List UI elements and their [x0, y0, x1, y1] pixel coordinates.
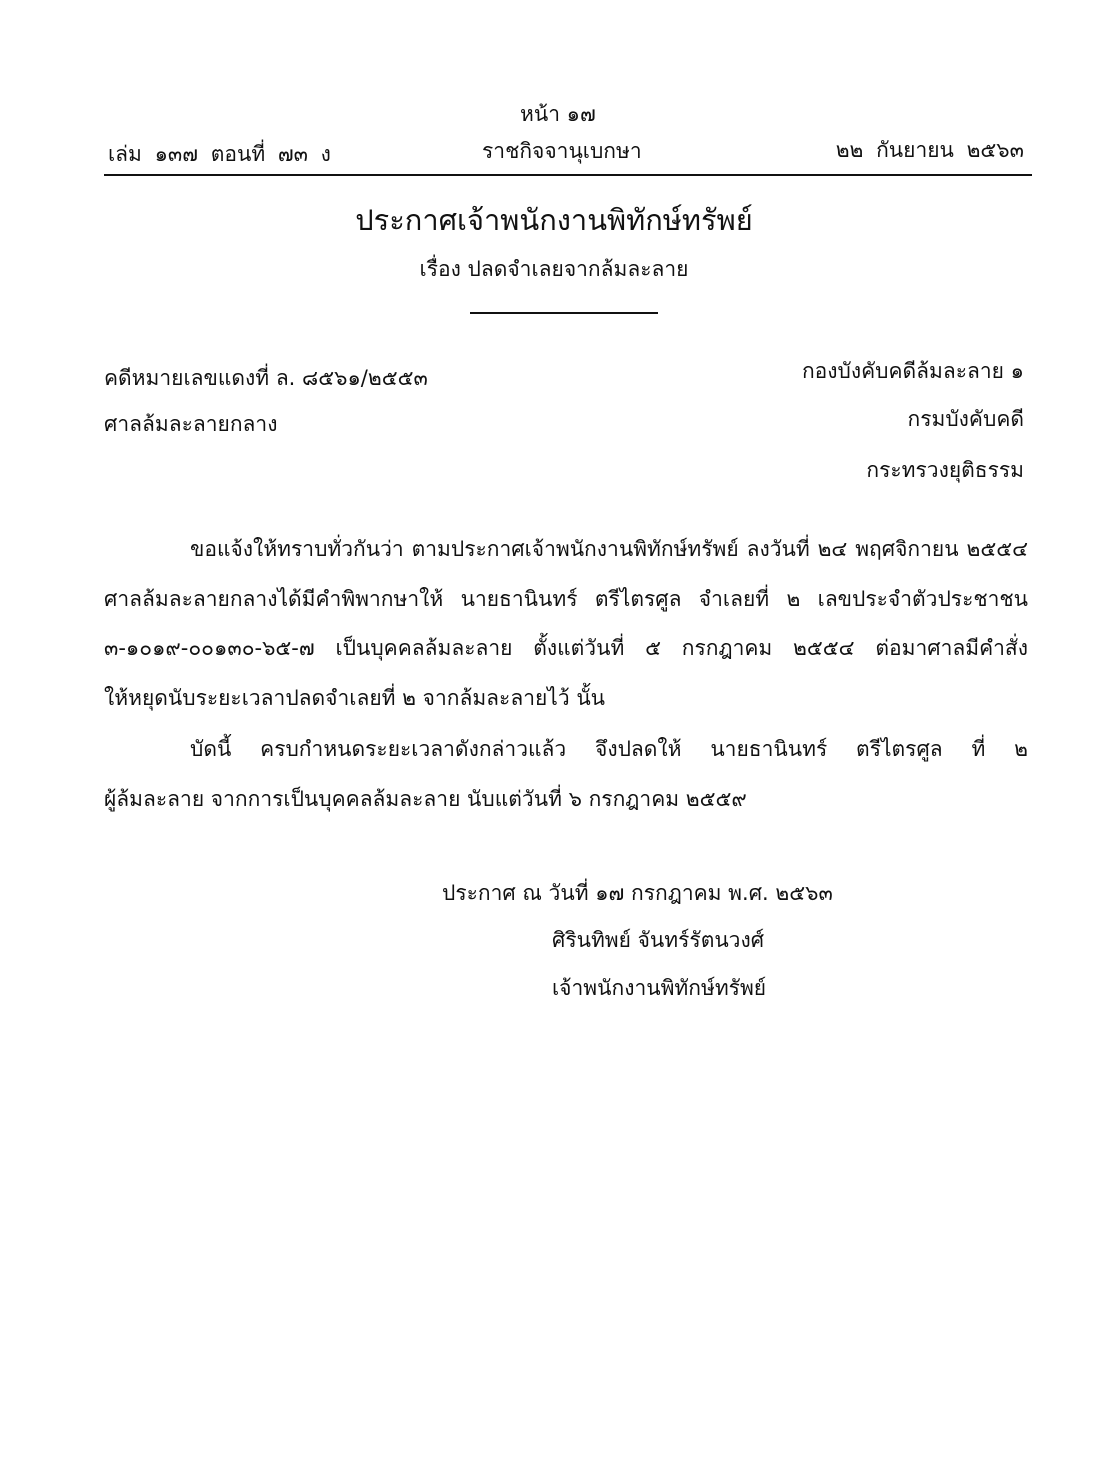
court-name: ศาลล้มละลายกลาง [104, 412, 278, 436]
announcement-date: ประกาศ ณ วันที่ ๑๗ กรกฎาคม พ.ศ. ๒๕๖๓ [442, 881, 833, 905]
paragraph-line: ขอแจ้งให้ทราบทั่วกันว่า ตามประกาศเจ้าพนักงานพิทักษ์ทรัพย์ ลงวันที่ ๒๔ พฤศจิกายน ๒๕๕๔ [190, 537, 1028, 561]
department-name: กรมบังคับคดี [907, 407, 1024, 431]
department-division: กองบังคับคดีล้มละลาย ๑ [801, 359, 1024, 383]
paragraph-line: ให้หยุดนับระยะเวลาปลดจำเลยที่ ๒ จากล้มละลายไว้ นั้น [104, 686, 606, 710]
header-divider [104, 174, 1032, 176]
publication-name: ราชกิจจานุเบกษา [482, 139, 642, 163]
volume-issue: เล่ม ๑๓๗ ตอนที่ ๗๓ ง [108, 142, 331, 166]
document-subject: เรื่อง ปลดจำเลยจากล้มละลาย [419, 257, 689, 281]
case-number: คดีหมายเลขแดงที่ ล. ๘๕๖๑/๒๕๕๓ [104, 366, 428, 390]
paragraph-line: ๓-๑๐๑๙-๐๐๑๓๐-๖๕-๗ เป็นบุคคลล้มละลาย ตั้งแต่วันที่ ๕ กรกฎาคม ๒๕๕๔ ต่อมาศาลมีคำสั่ง [104, 636, 1028, 660]
paragraph-line: ผู้ล้มละลาย จากการเป็นบุคคลล้มละลาย นับแต่วันที่ ๖ กรกฎาคม ๒๕๕๙ [104, 787, 747, 811]
document-title: ประกาศเจ้าพนักงานพิทักษ์ทรัพย์ [355, 203, 753, 237]
ministry-name: กระทรวงยุติธรรม [866, 458, 1024, 482]
publication-date: ๒๒ กันยายน ๒๕๖๓ [835, 138, 1024, 162]
signatory-position: เจ้าพนักงานพิทักษ์ทรัพย์ [552, 976, 767, 1000]
paragraph-line: บัดนี้ ครบกำหนดระยะเวลาดังกล่าวแล้ว จึงปลดให้ นายธานินทร์ ตรีไตรศูล ที่ ๒ [190, 737, 1028, 761]
page-number: หน้า ๑๗ [520, 102, 596, 126]
title-divider [470, 312, 658, 314]
signatory-name: ศิรินทิพย์ จันทร์รัตนวงศ์ [552, 928, 765, 952]
paragraph-line: ศาลล้มละลายกลางได้มีคำพิพากษาให้ นายธานินทร์ ตรีไตรศูล จำเลยที่ ๒ เลขประจำตัวประชาชน [104, 587, 1028, 611]
